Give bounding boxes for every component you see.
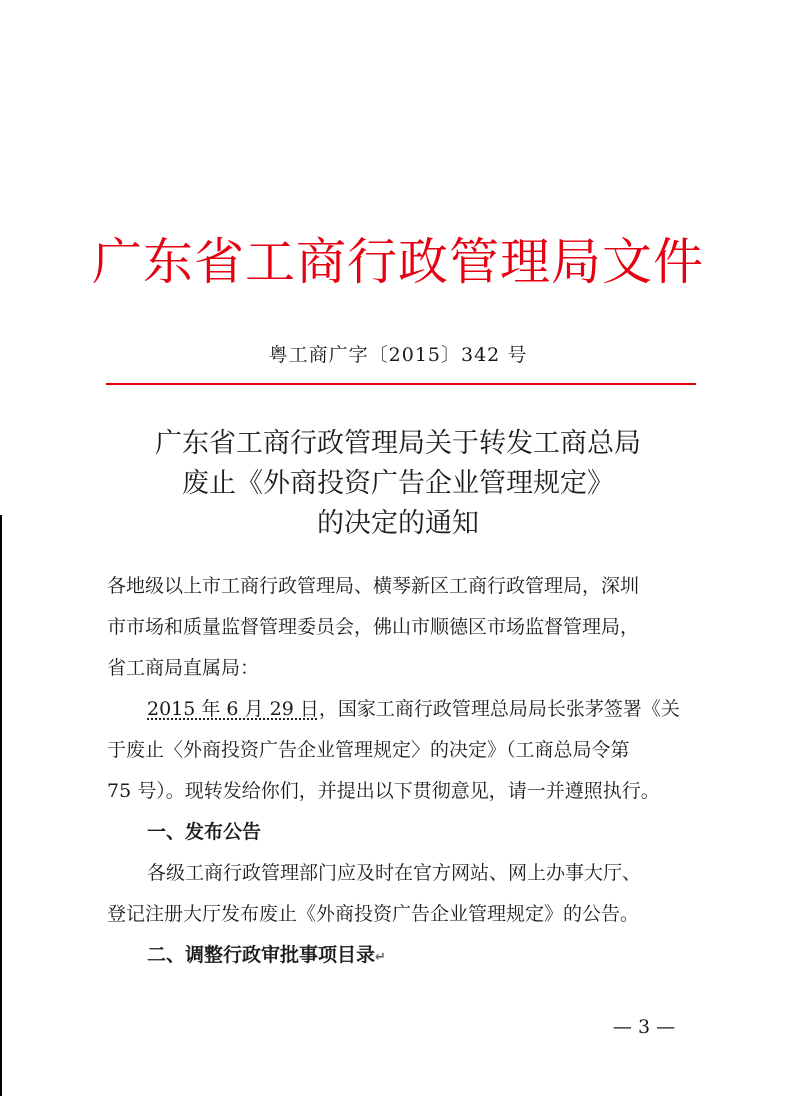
section-1-line-2: 登记注册大厅发布废止《外商投资广告企业管理规定》的公告。 (107, 903, 640, 925)
notice-title-line-2: 废止《外商投资广告企业管理规定》 (182, 468, 614, 499)
notice-title-line-1: 广东省工商行政管理局关于转发工商总局 (155, 428, 641, 459)
document-body (107, 566, 699, 976)
document-header-title: 广东省工商行政管理局文件 (92, 233, 704, 291)
page-number: — 3 — (612, 1016, 676, 1038)
notice-title-line-3: 的决定的通知 (317, 508, 479, 539)
left-margin-rule (0, 515, 2, 1096)
addressee-line-1: 各地级以上市工商行政管理局、横琴新区工商行政管理局，深圳 (107, 575, 640, 597)
paragraph-1-line-2: 于废止〈外商投资广告企业管理规定〉的决定》（工商总局令第 (107, 739, 630, 761)
section-2-heading: 二、调整行政审批事项目录 (147, 944, 376, 966)
addressee-line-2: 市市场和质量监督管理委员会，佛山市顺德区市场监督管理局， (107, 616, 640, 638)
paragraph-mark-icon: ↵ (375, 950, 386, 965)
notice-title (0, 424, 796, 544)
paragraph-1-line-3: 75 号）。现转发给你们，并提出以下贯彻意见，请一并遵照执行。 (107, 780, 660, 802)
addressee-line-3: 省工商局直属局： (107, 657, 260, 679)
red-separator-line (106, 383, 696, 385)
section-1-heading: 一、发布公告 (147, 821, 262, 843)
signing-date: 2015 年 6 月 29 日 (147, 698, 319, 720)
section-1-line-1: 各级工商行政管理部门应及时在官方网站、网上办事大厅、 (147, 862, 642, 884)
paragraph-1-line-1-text: ，国家工商行政管理总局局长张茅签署《关 (318, 698, 680, 720)
document-number: 粤工商广字〔2015〕342 号 (268, 344, 528, 366)
section-2-heading-line (107, 935, 699, 976)
paragraph-1-line-1 (107, 689, 699, 730)
